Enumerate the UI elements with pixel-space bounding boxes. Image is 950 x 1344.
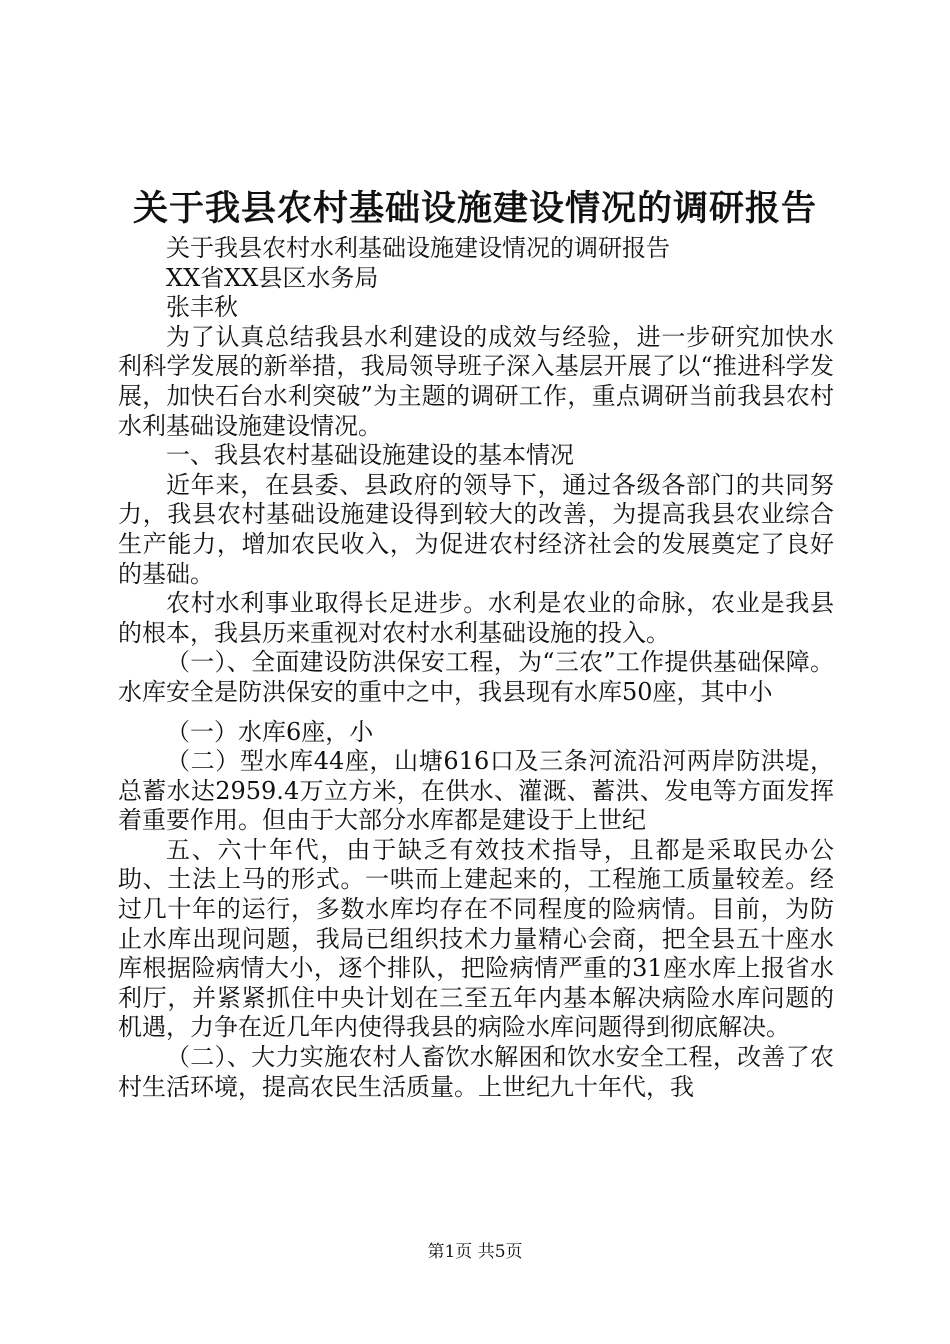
intro-paragraph: 为了认真总结我县水利建设的成效与经验，进一步研究加快水利科学发展的新举措，我局领导班子深入基层开展了以“推进科学发展，加快石台水利突破”为主题的调研工作，重点调研当前我县农村水利基础设施建设情况。 (118, 322, 834, 440)
author-paragraph: 张丰秋 (166, 293, 238, 322)
page-footer: 第1页 共5页 (427, 1242, 523, 1262)
body-paragraph: 五、六十年代，由于缺乏有效技术指导，且都是采取民办公助、土法上马的形式。一哄而上建起来的，工程施工质量较差。经过几十年的运行，多数水库均存在不同程度的险病情。目前，为防止水库出现问题，我局已组织技术力量精心会商，把全县五十座水库根据险病情大小，逐个排队，把险病情严重的31座水库上报省水利厅，并紧紧抓住中央计划在三至五年内基本解决病险水库问题的机遇，力争在近几年内使得我县的病险水库问题得到彻底解决。 (118, 835, 834, 1042)
subtitle-paragraph: 关于我县农村水利基础设施建设情况的调研报告 (166, 234, 670, 262)
body-paragraph: （二）、大力实施农村人畜饮水解困和饮水安全工程，改善了农村生活环境，提高农民生活质量。上世纪九十年代，我 (118, 1043, 834, 1101)
body-paragraph: （一）水库6座，小 (166, 717, 374, 746)
body-paragraph: （二）型水库44座，山塘616口及三条河流沿河两岸防洪堤，总蓄水达2959.4万立方米，在供水、灌溉、蓄洪、发电等方面发挥着重要作用。但由于大部分水库都是建设于上世纪 (118, 747, 834, 835)
body-paragraph: 近年来，在县委、县政府的领导下，通过各级各部门的共同努力，我县农村基础设施建设得到较大的改善，为提高我县农业综合生产能力，增加农民收入，为促进农村经济社会的发展奠定了良好的基础。 (118, 470, 834, 588)
body-paragraph: 农村水利事业取得长足进步。水利是农业的命脉，农业是我县的根本，我县历来重视对农村水利基础设施的投入。 (118, 589, 834, 647)
body-paragraph: （一）、全面建设防洪保安工程，为“三农”工作提供基础保障。水库安全是防洪保安的重中之中，我县现有水库50座，其中小 (118, 648, 834, 706)
section-heading: 一、我县农村基础设施建设的基本情况 (166, 441, 574, 470)
document-title: 关于我县农村基础设施建设情况的调研报告 (132, 189, 817, 229)
document-body (118, 234, 834, 1102)
organization-paragraph: XX省XX县区水务局 (166, 263, 379, 292)
